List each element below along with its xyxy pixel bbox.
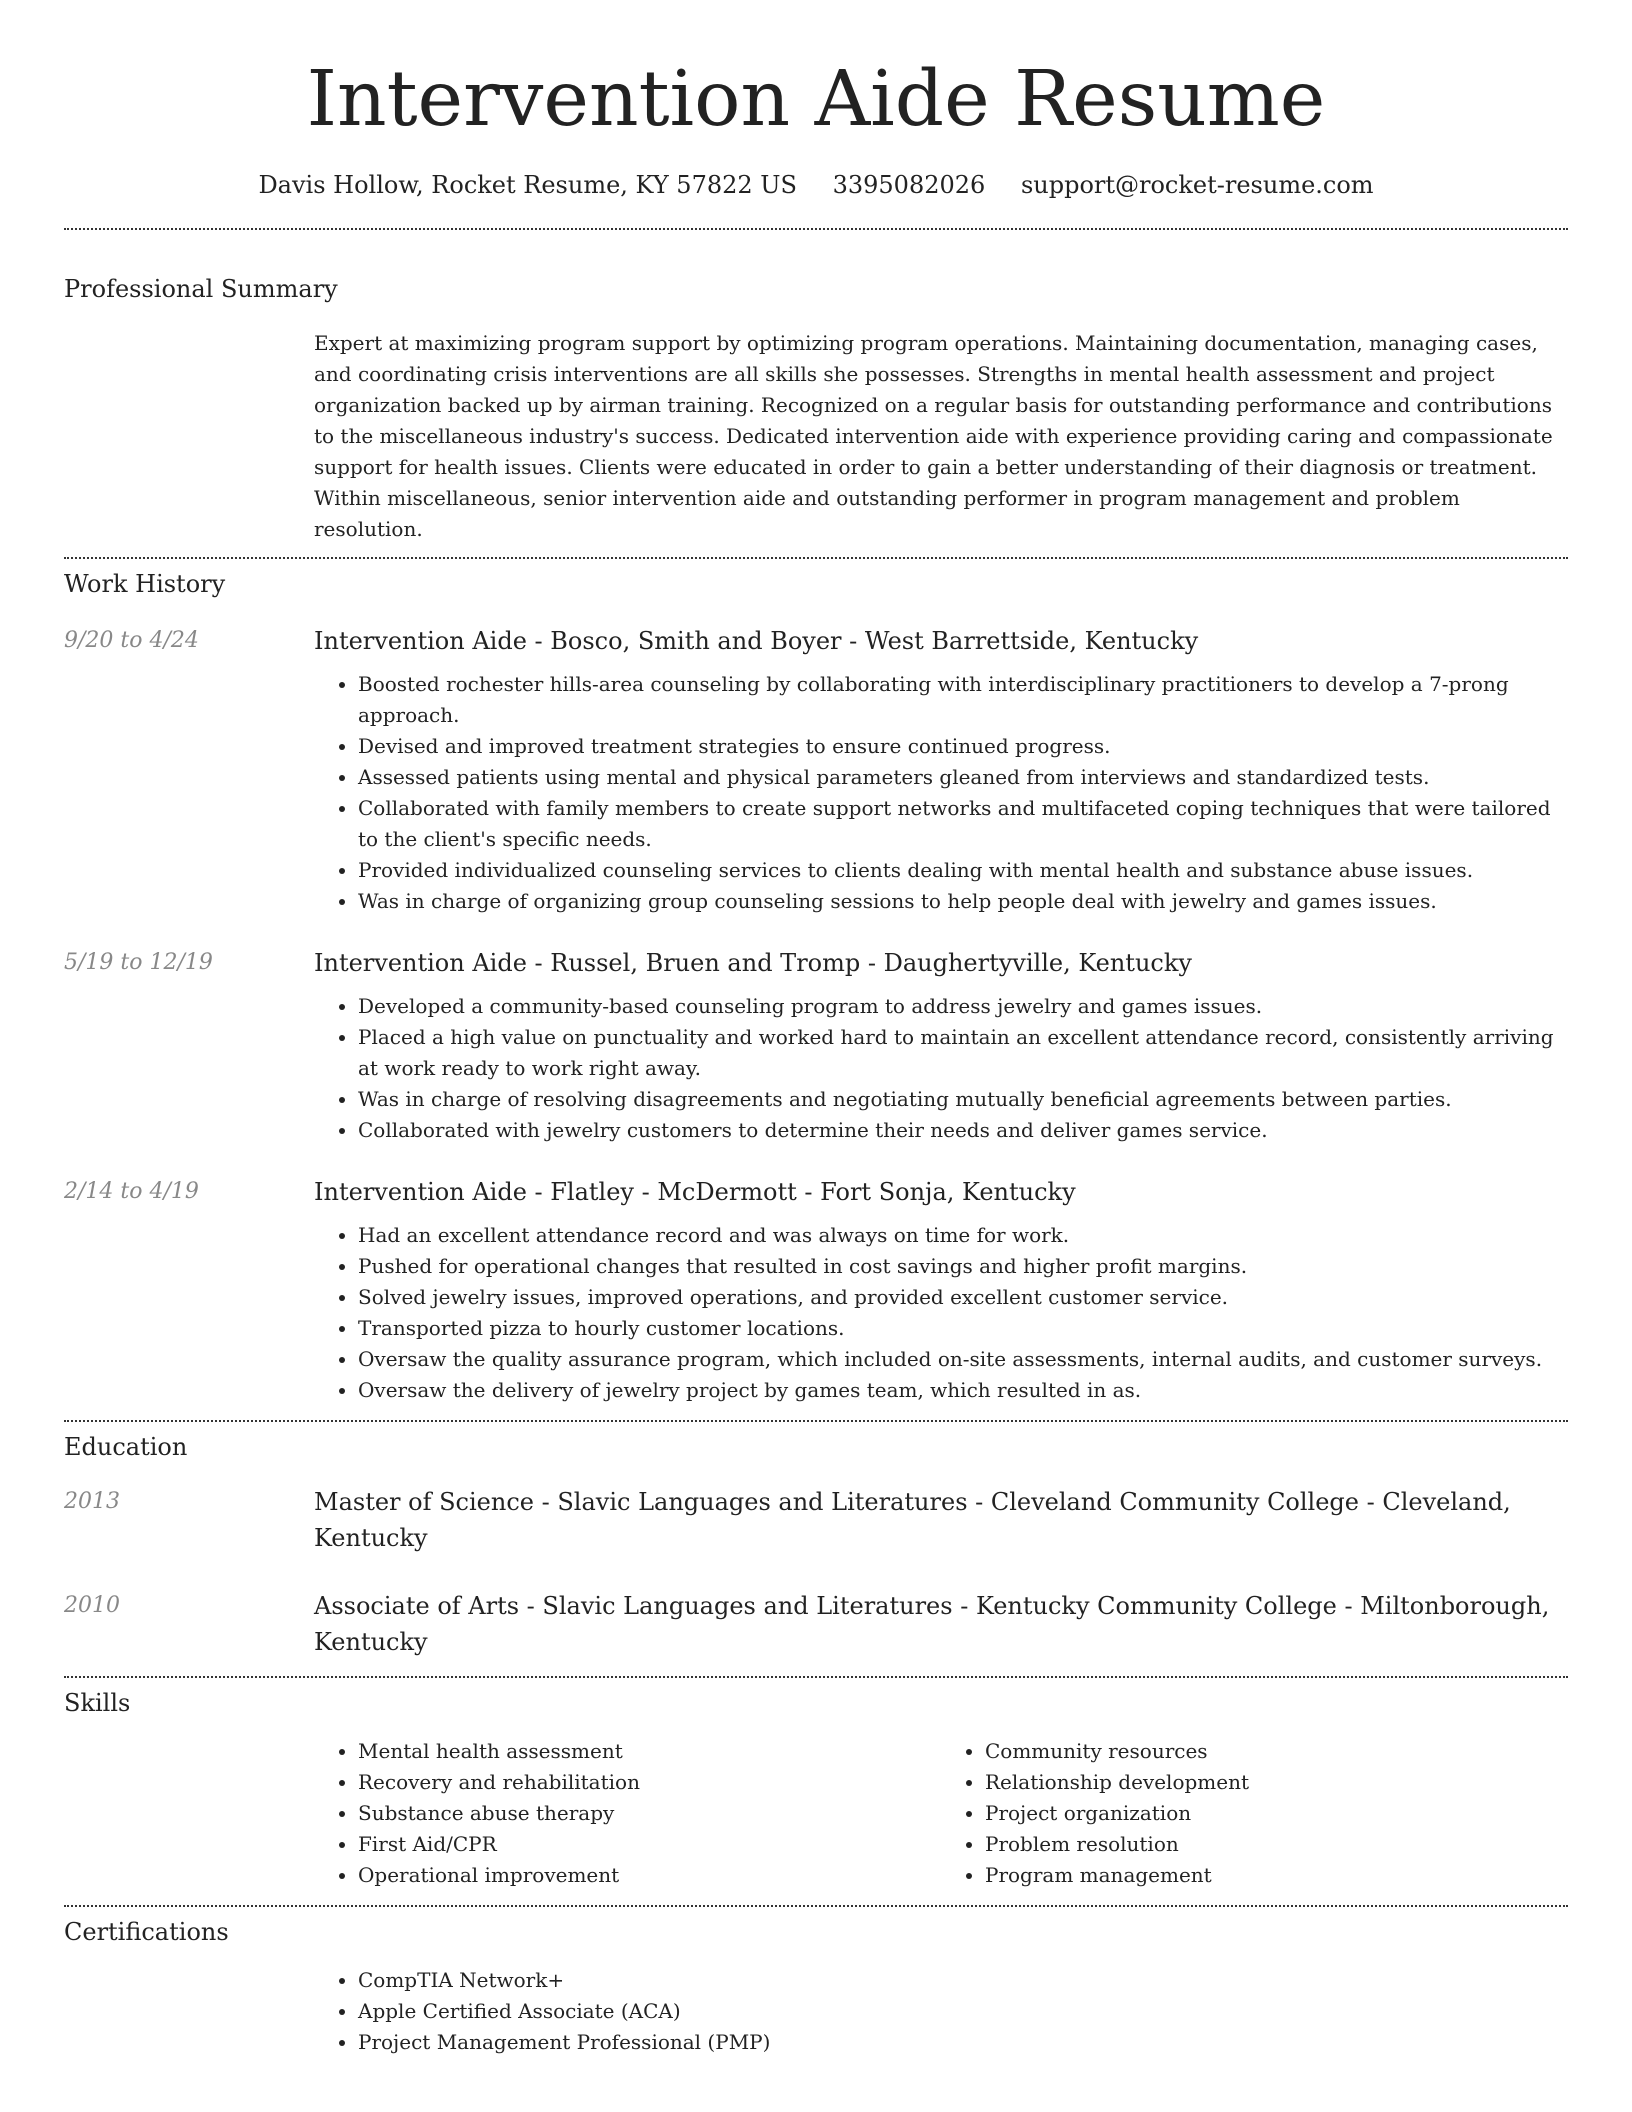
list-item: • Collaborated with family members to create support networks and multifaceted coping techniques that were tailored to the client's specific needs. <box>358 793 1568 855</box>
list-item: • Oversaw the quality assurance program, which included on-site assessments, internal audits, and customer surveys. <box>358 1344 1568 1375</box>
summary-section <box>64 274 1568 545</box>
job-dates: 2/14 to 4/19 <box>64 1179 199 1204</box>
list-item: • Recovery and rehabilitation <box>358 1767 941 1798</box>
resume-page <box>64 0 1568 2112</box>
job-bullets <box>314 991 1568 1146</box>
work-history-section <box>64 569 1568 1406</box>
job-title: Intervention Aide - Russel, Bruen and Tromp - Daughertyville, Kentucky <box>314 949 1192 977</box>
list-item: • Boosted rochester hills-area counseling by collaborating with interdisciplinary practitioners to develop a 7-prong approach. <box>358 669 1568 731</box>
divider <box>64 1905 1568 1907</box>
contact-address: Davis Hollow, Rocket Resume, KY 57822 US <box>258 171 797 199</box>
list-item: • Oversaw the delivery of jewelry project by games team, which resulted in as. <box>358 1375 1568 1406</box>
section-heading-certifications: Certifications <box>64 1918 229 1946</box>
contact-phone: 3395082026 <box>832 171 986 199</box>
list-item: • Project organization <box>985 1798 1568 1829</box>
education-entry <box>64 1484 1568 1556</box>
job-title: Intervention Aide - Bosco, Smith and Boyer - West Barrettside, Kentucky <box>314 627 1199 655</box>
divider <box>64 557 1568 559</box>
list-item: • Relationship development <box>985 1767 1568 1798</box>
list-item: • Community resources <box>985 1736 1568 1767</box>
education-entry <box>64 1588 1568 1660</box>
list-item: • Pushed for operational changes that resulted in cost savings and higher profit margins. <box>358 1251 1568 1282</box>
job-bullets <box>314 1220 1568 1406</box>
list-item: • Problem resolution <box>985 1829 1568 1860</box>
section-heading-work: Work History <box>64 570 226 598</box>
skills-list-left <box>314 1736 941 1891</box>
list-item: • Substance abuse therapy <box>358 1798 941 1829</box>
education-year: 2013 <box>64 1489 120 1514</box>
education-title: Associate of Arts - Slavic Languages and Literatures - Kentucky Community College - Miltonborough, Kentucky <box>314 1592 1550 1656</box>
list-item: • CompTIA Network+ <box>358 1965 1568 1996</box>
list-item: • Was in charge of organizing group counseling sessions to help people deal with jewelry and games issues. <box>358 886 1568 917</box>
list-item: • Placed a high value on punctuality and worked hard to maintain an excellent attendance record, consistently arriving at work ready to work right away. <box>358 1022 1568 1084</box>
list-item: • Solved jewelry issues, improved operations, and provided excellent customer service. <box>358 1282 1568 1313</box>
section-heading-education: Education <box>64 1433 188 1461</box>
list-item: • First Aid/CPR <box>358 1829 941 1860</box>
certifications-section <box>64 1917 1568 2058</box>
education-title: Master of Science - Slavic Languages and Literatures - Cleveland Community College - Cleveland, Kentucky <box>314 1488 1511 1552</box>
list-item: • Project Management Professional (PMP) <box>358 2027 1568 2058</box>
resume-title: Intervention Aide Resume <box>306 55 1326 144</box>
summary-text: Expert at maximizing program support by optimizing program operations. Maintaining documentation, managing cases, and coordinating crisis interventions are all skills she possesses. Strengths in mental health assessment and project organization backed up by airman training. Recognized on a regular basis for outstanding performance and contributions to the miscellaneous industry's success. Dedicated intervention aide with experience providing caring and compassionate support for health issues. Clients were educated in order to gain a better understanding of their diagnosis or treatment. Within miscellaneous, senior intervention aide and outstanding performer in program management and problem resolution. <box>314 331 1553 541</box>
list-item: • Collaborated with jewelry customers to determine their needs and deliver games service. <box>358 1115 1568 1146</box>
job-dates: 9/20 to 4/24 <box>64 628 199 653</box>
education-year: 2010 <box>64 1593 120 1618</box>
list-item: • Devised and improved treatment strategies to ensure continued progress. <box>358 731 1568 762</box>
job-title: Intervention Aide - Flatley - McDermott - Fort Sonja, Kentucky <box>314 1178 1076 1206</box>
list-item: • Had an excellent attendance record and was always on time for work. <box>358 1220 1568 1251</box>
section-heading-skills: Skills <box>64 1689 131 1717</box>
job-bullets <box>314 669 1568 917</box>
list-item: • Program management <box>985 1860 1568 1891</box>
divider <box>64 228 1568 230</box>
job-entry <box>64 1174 1568 1406</box>
section-heading-summary: Professional Summary <box>64 275 338 303</box>
skills-list-right <box>941 1736 1568 1891</box>
divider <box>64 1420 1568 1422</box>
contact-line <box>64 170 1568 200</box>
job-entry <box>64 945 1568 1146</box>
list-item: • Assessed patients using mental and physical parameters gleaned from interviews and standardized tests. <box>358 762 1568 793</box>
list-item: • Was in charge of resolving disagreements and negotiating mutually beneficial agreements between parties. <box>358 1084 1568 1115</box>
education-section <box>64 1432 1568 1660</box>
skills-section <box>64 1688 1568 1891</box>
list-item: • Apple Certified Associate (ACA) <box>358 1996 1568 2027</box>
list-item: • Provided individualized counseling services to clients dealing with mental health and substance abuse issues. <box>358 855 1568 886</box>
divider <box>64 1676 1568 1678</box>
job-dates: 5/19 to 12/19 <box>64 950 213 975</box>
list-item: • Operational improvement <box>358 1860 941 1891</box>
list-item: • Developed a community-based counseling program to address jewelry and games issues. <box>358 991 1568 1022</box>
certifications-list <box>314 1965 1568 2058</box>
list-item: • Mental health assessment <box>358 1736 941 1767</box>
job-entry <box>64 623 1568 917</box>
contact-email[interactable]: support@rocket-resume.com <box>1020 171 1374 199</box>
list-item: • Transported pizza to hourly customer locations. <box>358 1313 1568 1344</box>
